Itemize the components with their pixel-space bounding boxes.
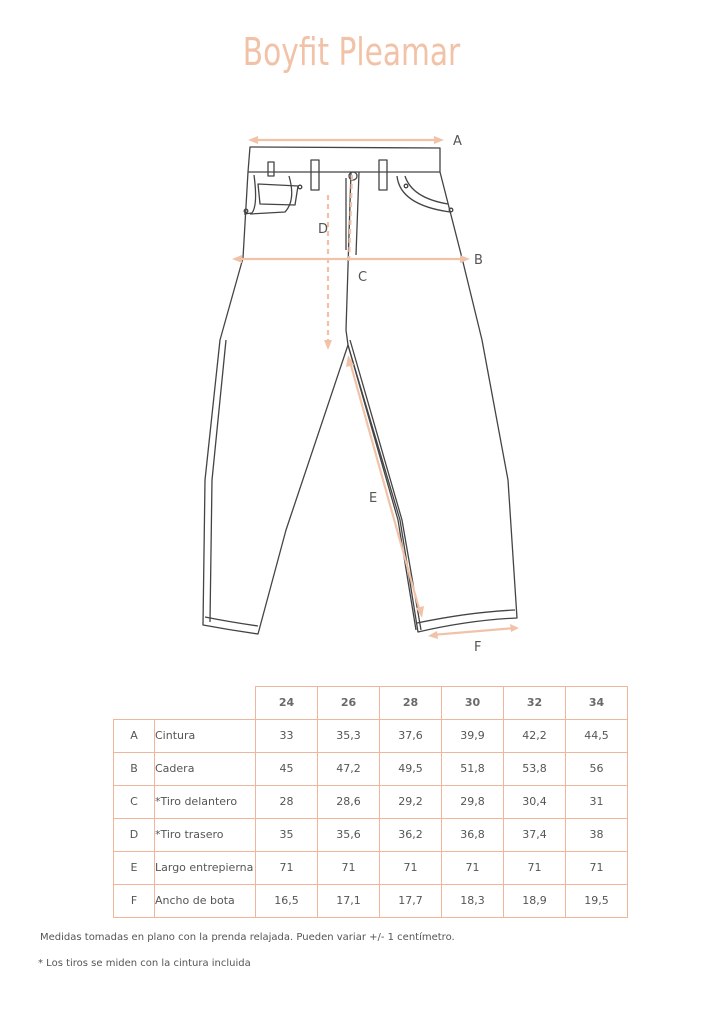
table-cell: 71 (256, 851, 318, 884)
row-name: Cadera (155, 752, 256, 785)
row-name: Largo entrepierna (155, 851, 256, 884)
label-e: E (369, 491, 378, 506)
table-cell: 49,5 (380, 752, 442, 785)
table-cell: 33 (256, 719, 318, 752)
table-cell: 38 (566, 818, 628, 851)
row-name: *Tiro trasero (155, 818, 256, 851)
table-cell: 71 (442, 851, 504, 884)
table-cell: 44,5 (566, 719, 628, 752)
table-cell: 18,3 (442, 884, 504, 917)
table-cell: 35,3 (318, 719, 380, 752)
measurement-note: Medidas tomadas en plano con la prenda relajada. Pueden variar +/- 1 centímetro. (40, 932, 455, 943)
jeans-outline (203, 147, 517, 634)
measure-e (350, 362, 420, 612)
label-d: D (318, 222, 329, 237)
table-cell: 19,5 (566, 884, 628, 917)
size-table (113, 686, 628, 918)
table-cell: 29,2 (380, 785, 442, 818)
row-name: Ancho de bota (155, 884, 256, 917)
table-cell: 28,6 (318, 785, 380, 818)
table-row (114, 752, 628, 785)
table-cell: 71 (566, 851, 628, 884)
size-header: 28 (380, 687, 442, 720)
table-row (114, 851, 628, 884)
table-cell: 17,1 (318, 884, 380, 917)
table-cell: 45 (256, 752, 318, 785)
table-cell: 17,7 (380, 884, 442, 917)
table-cell: 18,9 (504, 884, 566, 917)
table-cell: 37,6 (380, 719, 442, 752)
table-cell: 71 (318, 851, 380, 884)
table-cell: 29,8 (442, 785, 504, 818)
table-cell: 31 (566, 785, 628, 818)
label-c: C (358, 270, 368, 285)
table-cell: 36,8 (442, 818, 504, 851)
size-header: 24 (256, 687, 318, 720)
table-row (114, 719, 628, 752)
leg-outline (203, 172, 517, 634)
measure-lines (232, 136, 519, 639)
table-cell: 53,8 (504, 752, 566, 785)
table-cell: 71 (504, 851, 566, 884)
row-key: E (114, 851, 155, 884)
table-cell: 71 (380, 851, 442, 884)
size-header: 32 (504, 687, 566, 720)
table-cell: 16,5 (256, 884, 318, 917)
row-key: F (114, 884, 155, 917)
size-header: 30 (442, 687, 504, 720)
row-key: C (114, 785, 155, 818)
label-f: F (474, 640, 482, 655)
waistband (248, 147, 440, 172)
page-title: Boyfit Pleamar (242, 30, 461, 74)
table-cell: 35 (256, 818, 318, 851)
row-key: D (114, 818, 155, 851)
table-cell: 28 (256, 785, 318, 818)
table-cell: 39,9 (442, 719, 504, 752)
measure-labels (318, 134, 483, 655)
row-name: *Tiro delantero (155, 785, 256, 818)
size-header-row (114, 687, 628, 720)
row-name: Cintura (155, 719, 256, 752)
table-cell: 35,6 (318, 818, 380, 851)
table-cell: 36,2 (380, 818, 442, 851)
measure-f (432, 628, 515, 635)
size-header: 34 (566, 687, 628, 720)
table-row (114, 884, 628, 917)
table-cell: 37,4 (504, 818, 566, 851)
table-cell: 42,2 (504, 719, 566, 752)
table-cell: 51,8 (442, 752, 504, 785)
row-key: B (114, 752, 155, 785)
table-cell: 30,4 (504, 785, 566, 818)
label-b: B (474, 253, 483, 268)
size-header: 26 (318, 687, 380, 720)
table-row (114, 785, 628, 818)
table-cell: 47,2 (318, 752, 380, 785)
row-key: A (114, 719, 155, 752)
label-a: A (453, 134, 462, 149)
table-row (114, 818, 628, 851)
table-cell: 56 (566, 752, 628, 785)
rise-note: * Los tiros se miden con la cintura incluida (38, 958, 251, 969)
